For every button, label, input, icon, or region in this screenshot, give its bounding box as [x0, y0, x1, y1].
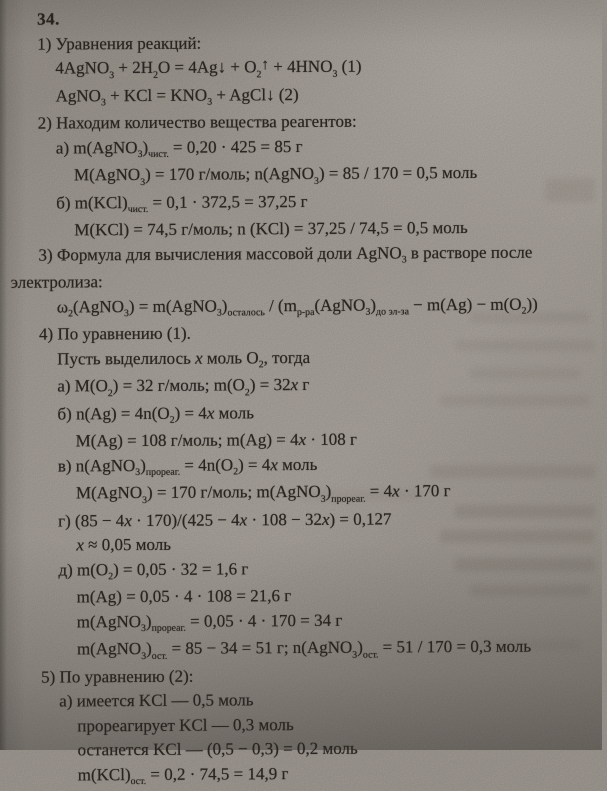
solution-line-25: $m(AgNO_3)_{ост.} = 85 - 34 = 51$ г; $n(AgNO_3)_{ост.} = 51 / 170 = 0,3$ моль: [76, 636, 532, 662]
solution-line-28: прореагирует KCl — 0,3 моль: [77, 714, 294, 735]
solution-line-13: 4) По уравнению (1).: [38, 323, 191, 344]
solution-line-18: в) $n(AgNO_3)_{прореаг.} = 4n(O_2) = 4x$ моль: [57, 454, 318, 479]
solution-line-21: x ≈ 0,05 моль: [76, 534, 172, 555]
solution-line-5: 2) Находим количество вещества реагентов:: [37, 111, 357, 133]
solution-line-12: $\omega_2(AgNO_3)$ = $m(AgNO_3)_{осталось}$ / $(m_{р-ра}(AgNO_3)_{до эл-за} - m(Ag) - m(O_2))$: [56, 294, 538, 320]
solution-line-22: д) $m(O_2) = 0,05 \cdot 32 = 1,6$ г: [58, 558, 249, 583]
solution-line-23: m(Ag) = 0,05 · 4 · 108 = 21,6 г: [76, 586, 292, 607]
solution-lines: [0, 4, 607, 791]
solution-line-7: M(AgNO$_3$) = 170 г/моль; n(AgNO$_3$) = 85 / 170 = 0,5 моль: [73, 162, 478, 188]
solution-line-3: 4AgNO$_3$ + $2H_2O$ = 4Ag↓ + $O_2↑ + 4HNO_3$ (1): [55, 55, 362, 82]
solution-line-17: M(Ag) = 108 г/моль; m(Ag) = 4x · 108 г: [75, 429, 358, 451]
solution-line-24: $m(AgNO_3)_{прореаг.} = 0,05 \cdot 4 \cdot 170 = 34$ г: [76, 610, 343, 635]
solution-line-1: 34.: [37, 9, 60, 29]
solution-line-8: б) $m(KCl)_{чист.} = 0,1 \cdot 372,5 = 37,25$ г: [56, 191, 308, 216]
solution-line-10: 3) Формула для вычисления массовой доли AgNO$_3$ в растворе после: [38, 242, 533, 266]
solution-line-2: 1) Уравнения реакций:: [37, 33, 202, 54]
solution-line-9: M(KCl) = 74,5 г/моль; n (KCl) = 37,25 / 74,5 = 0,5 моль: [74, 217, 468, 240]
solution-line-19: M(AgNO$_3$) = 170 г/моль; $m(AgNO_3)_{прореаг.} = 4x \cdot 170$ г: [75, 481, 451, 506]
solution-line-16: б) $n(Ag) = 4n(O_2) = 4x$ моль: [57, 402, 254, 427]
solution-line-29: останется KCl — (0,5 − 0,3) = 0,2 моль: [77, 738, 358, 760]
solution-line-26: 5) По уравнению (2):: [41, 666, 194, 687]
solution-line-4: AgNO$_3$ + KCl = $KNO_3$ + AgCl↓ (2): [55, 84, 299, 109]
solution-line-27: а) имеется KCl — 0,5 моль: [59, 690, 254, 711]
solution-line-6: а) $m(AgNO_3)_{чист.} = 0,20 \cdot 425 = 85$ г: [55, 136, 303, 161]
solution-line-30: $m(KCl)_{ост.} = 0,2 \cdot 74,5 = 14,9$ г: [77, 763, 289, 788]
solution-line-14: Пусть выделилось x моль $O_2$, тогда: [57, 347, 311, 371]
solution-line-20: г) (85 − 4x · 170)/(425 − 4x · 108 − 32x) = 0,127: [58, 508, 392, 530]
solution-line-15: а) $M(O_2) = 32$ г/моль; $m(O_2) = 32x$ г: [57, 374, 310, 400]
solution-line-11: электролиза:: [10, 272, 103, 292]
